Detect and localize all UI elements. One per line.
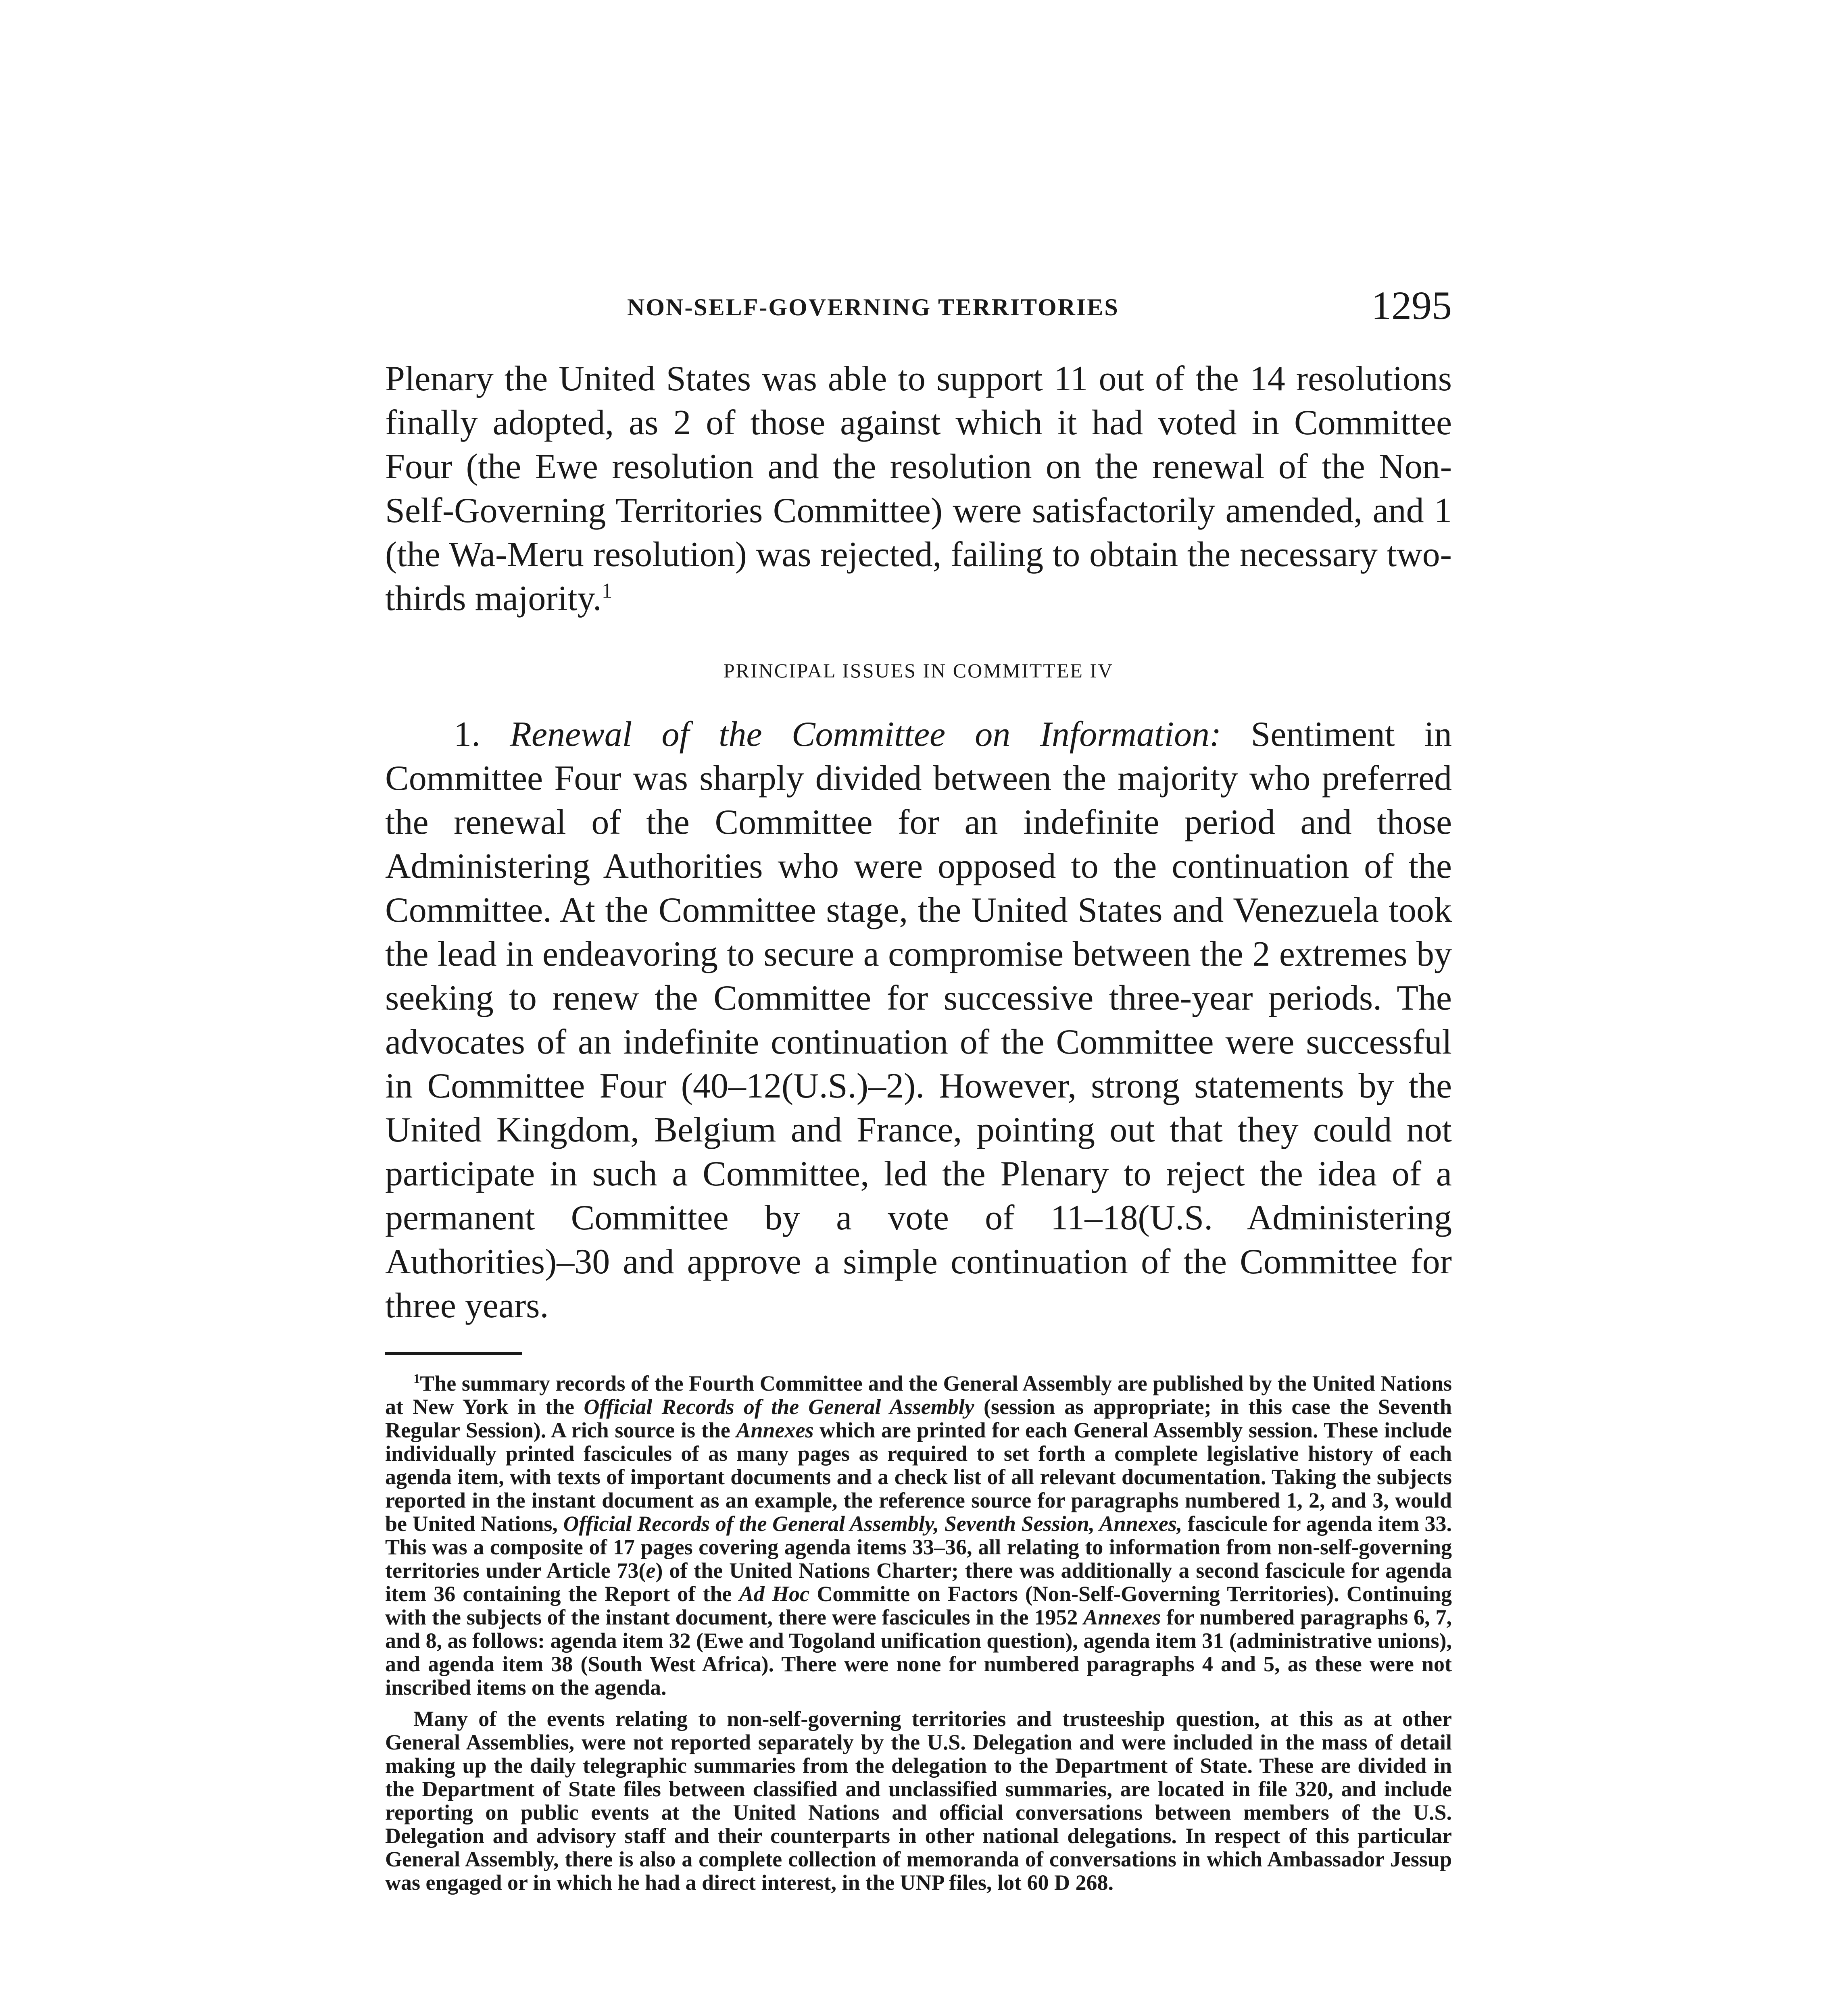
footnote-text: ) of the United Nations Charter; there was additionally a second fascicule for agenda item 36 containing the Report of the bbox=[385, 1558, 1452, 1606]
footnote-text: (session as appropriate; in this case the Seventh Regular Session). A rich source is the bbox=[385, 1395, 1452, 1442]
footnote-reference: 1 bbox=[601, 579, 613, 603]
footnotes bbox=[385, 1372, 1452, 1894]
item-1-title: Renewal of the Committee on Information: bbox=[510, 715, 1222, 754]
footnote-1-continued: Many of the events relating to non-self-governing territories and trusteeship question, at this as at other General Assemblies, were not reported separately by the U.S. Delegation and were included in the mass of detail making up the daily telegraphic summaries from the delegation to the Department of State. These are divided in the Department of State files between classified and unclassified summaries, are located in file 320, and include reporting on public events at the United Nations and official conversations between members of the U.S. Delegation and advisory staff and their counterparts in other national delegations. In respect of this particular General Assembly, there is also a complete collection of memoranda of conversations in which Ambassador Jessup was engaged or in which he had a direct interest, in the UNP files, lot 60 D 268. bbox=[385, 1707, 1452, 1895]
item-1-number: 1. bbox=[454, 715, 480, 754]
footnote-italic: Official Records of the General Assembly, Seventh Session, Annexes, bbox=[563, 1512, 1182, 1536]
item-1-paragraph bbox=[385, 712, 1452, 1328]
footnote-italic: Annexes bbox=[736, 1418, 814, 1442]
footnote-italic: Ad Hoc bbox=[739, 1582, 810, 1606]
opening-paragraph-text: Plenary the United States was able to support 11 out of the 14 resolutions finally adopted, as 2 of those against which it had voted in Committee Four (the Ewe resolution and the resolution on the renewal of the Non-Self-Governing Territories Committee) were satisfactorily amended, and 1 (the Wa-Meru resolution) was rejected, failing to obtain the necessary two-thirds majority. bbox=[385, 359, 1452, 618]
footnote-rule bbox=[385, 1352, 522, 1355]
footnote-1 bbox=[385, 1372, 1452, 1699]
item-1-text: Sentiment in Committee Four was sharply divided between the majority who preferred the renewal of the Committee for an indefinite period and those Administering Authorities who were opposed to the continuation of the Committee. At the Committee stage, the United States and Venezuela took the lead in endeavoring to secure a compromise between the 2 extremes by seeking to renew the Committee for successive three-year periods. The advocates of an indefinite continuation of the Committee were successful in Committee Four (40–12(U.S.)–2). However, strong statements by the United Kingdom, Belgium and France, pointing out that they could not participate in such a Committee, led the Plenary to reject the idea of a permanent Committee by a vote of 11–18(U.S. Administering Authorities)–30 and approve a simple continuation of the Committee for three years. bbox=[385, 715, 1452, 1325]
footnote-text: The summary records of the Fourth Committee and the General Assembly are published by the United Nations at New York in the bbox=[385, 1371, 1452, 1419]
opening-paragraph bbox=[385, 357, 1452, 621]
footnote-text: Committe on Factors (Non-Self-Governing Territories). Continuing with the subjects of the instant document, there were fascicules in the 1952 bbox=[385, 1582, 1452, 1629]
footnote-italic: e bbox=[646, 1558, 656, 1583]
running-title: NON-SELF-GOVERNING TERRITORIES bbox=[627, 294, 1119, 321]
footnote-italic: Official Records of the General Assembly bbox=[584, 1395, 974, 1419]
main-text bbox=[385, 357, 1452, 1902]
footnote-italic: Annexes bbox=[1083, 1605, 1161, 1629]
running-head bbox=[385, 282, 1452, 335]
footnote-marker: 1 bbox=[413, 1372, 420, 1386]
section-heading: PRINCIPAL ISSUES IN COMMITTEE IV bbox=[723, 659, 1114, 682]
footnote-text: for numbered paragraphs 6, 7, and 8, as follows: agenda item 32 (Ewe and Togoland unification question), agenda item 31 (administrative unions), and agenda item 38 (South West Africa). There were none for numbered paragraphs 4 and 5, as these were not inscribed items on the agenda. bbox=[385, 1605, 1452, 1699]
page-number: 1295 bbox=[1371, 283, 1452, 328]
footnote-text: fascicule for agenda item 33. This was a composite of 17 pages covering agenda items 33–36, all relating to information from non-self-governing territories under Article 73( bbox=[385, 1512, 1452, 1583]
footnote-text: which are printed for each General Assembly session. These include individually printed fascicules of as many pages as required to set forth a complete legislative history of each agenda item, with texts of important documents and a check list of all relevant documentation. Taking the subjects reported in the instant document as an example, the reference source for paragraphs numbered 1, 2, and 3, would be United Nations, bbox=[385, 1418, 1452, 1536]
